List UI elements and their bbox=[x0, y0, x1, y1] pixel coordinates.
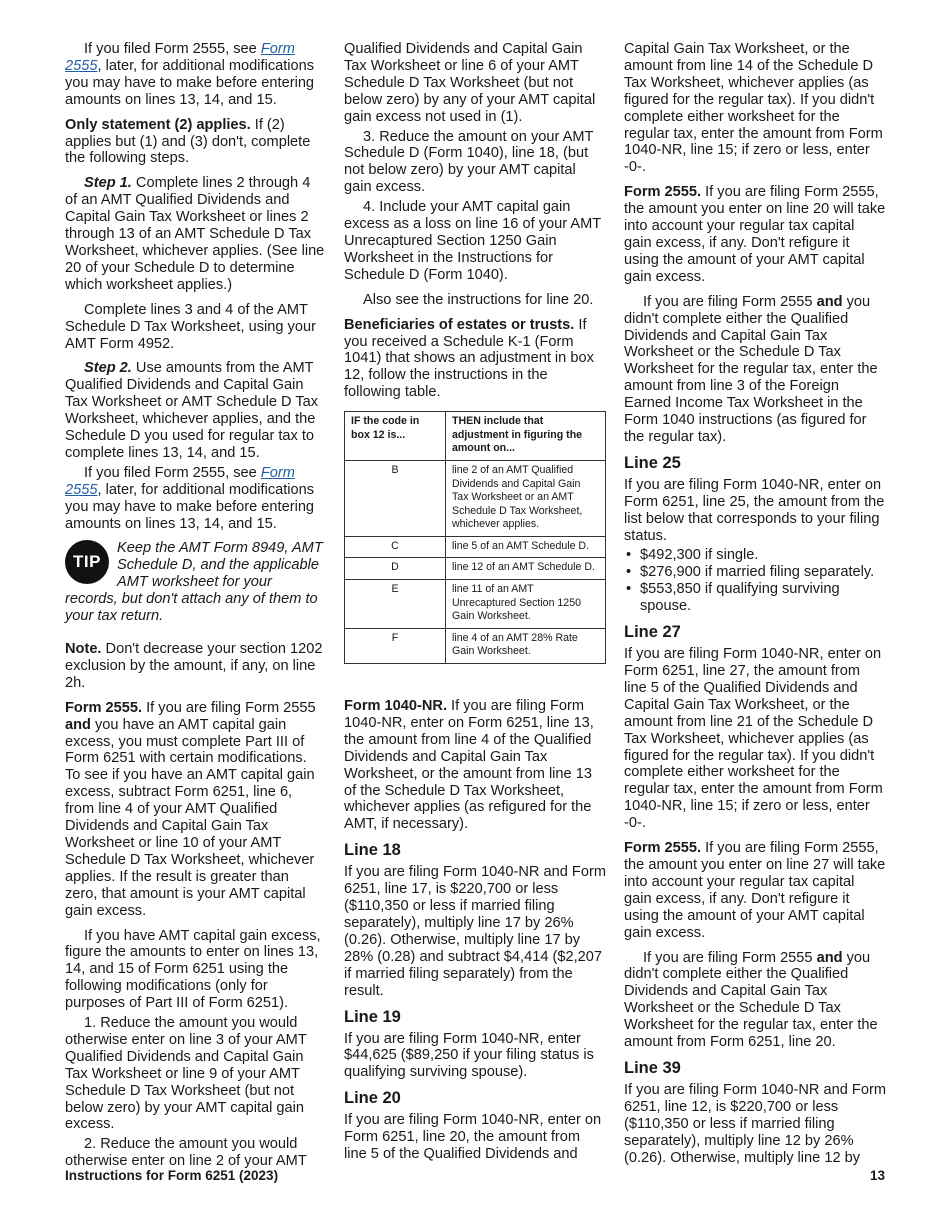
tip-callout bbox=[65, 540, 325, 625]
text-run: Use amounts from the AMT Qualified Dividends and Capital Gain Tax Worksheet or AMT Schedule D Tax Worksheet, whichever applies, and the Schedule D you used for regular tax to complete lines 13, 14, and 15. bbox=[65, 360, 319, 461]
text-run: If you are filing Form 2555, the amount you enter on line 20 will take into account your regular tax capital gain excess, if any. Don't refigure it using the amount of your AMT capital gain excess. bbox=[624, 184, 886, 285]
text-run: If you filed Form 2555, see bbox=[84, 41, 261, 57]
paragraph-line-20: If you are filing Form 1040-NR, enter on Form 6251, line 20, the amount from line 5 of the Qualified Dividends and bbox=[344, 1112, 602, 1163]
list-item-3: 3. Reduce the amount on your AMT Schedule D (Form 1040), line 18, (but not below zero) by your AMT capital gain excess. bbox=[344, 128, 594, 196]
list-item-2: 2. Reduce the amount you would otherwise enter on line 2 of your AMT bbox=[65, 1136, 307, 1170]
text-run: Complete lines 2 through 4 of an AMT Qualified Dividends and Capital Gain Tax Worksheet or lines 2 through 13 of an AMT Schedule D Tax Worksheet, whichever applies. (See line 20 of your Schedule D to determine which worksheet applies.) bbox=[65, 175, 325, 293]
box-12-code-table bbox=[344, 411, 606, 664]
table-cell-text: line 12 of an AMT Schedule D. bbox=[446, 558, 606, 580]
paragraph-form-2555-line27 bbox=[624, 840, 886, 941]
list-item-4: 4. Include your AMT capital gain excess as a loss on line 16 of your AMT Unrecaptured Section 1250 Gain Worksheet in the Instructions for Schedule D (Form 1040). bbox=[344, 199, 601, 283]
table-cell-text: line 5 of an AMT Schedule D. bbox=[446, 536, 606, 558]
runin-heading: Only statement (2) applies. bbox=[65, 116, 251, 133]
footer-title: Instructions for Form 6251 (2023) bbox=[65, 1168, 279, 1183]
paragraph-continued: Qualified Dividends and Capital Gain Tax Worksheet or line 6 of your AMT Schedule D Tax Worksheet (but not below zero) by any of your AMT capital gain excess not used in (1). bbox=[344, 41, 596, 125]
paragraph-form2555-note bbox=[65, 41, 325, 109]
text-run: If you are filing Form 2555, the amount you enter on line 27 will take into account your regular tax capital gain excess, if any. Don't refigure it using the amount of your AMT capital gain excess. bbox=[624, 840, 886, 941]
tip-icon: TIP bbox=[65, 540, 109, 584]
paragraph-line-39: If you are filing Form 1040-NR and Form 6251, line 12, is $220,700 or less ($110,350 or less if married filing separately), multiply line 12 by 26% (0.26). Otherwise, multiply line 12 by bbox=[624, 1081, 886, 1166]
paragraph-statement-2 bbox=[65, 117, 325, 168]
column-right bbox=[624, 41, 886, 1174]
paragraph-step-2 bbox=[65, 360, 325, 461]
table-header-code: IF the code in box 12 is... bbox=[345, 412, 446, 461]
table-row bbox=[345, 580, 606, 629]
paragraph-form-2555-line20-ref bbox=[624, 950, 886, 1051]
table-row bbox=[345, 628, 606, 663]
bold-and: and bbox=[816, 293, 843, 310]
filing-status-list bbox=[624, 547, 886, 615]
text-run: you have an AMT capital gain excess, you must complete Part III of Form 6251 with certain modifications. To see if you have an AMT capital gain excess, subtract Form 6251, line 6, from line 4 of your AMT Qualified Dividends and Capital Gain Tax Worksheet or line 10 of your AMT Schedule D Tax Worksheet, whichever applies. If the result is greater than zero, that amount is your AMT capital gain excess. bbox=[65, 716, 315, 919]
paragraph-form-1040nr bbox=[344, 698, 606, 833]
table-cell-code: D bbox=[345, 558, 446, 580]
list-item: • $276,900 if married filing separately. bbox=[624, 564, 886, 581]
table-cell-code: C bbox=[345, 536, 446, 558]
column-left bbox=[65, 41, 325, 1173]
paragraph-line-27: If you are filing Form 1040-NR, enter on Form 6251, line 27, the amount from line 5 of the Qualified Dividends and Capital Gain Tax Worksheet, or the amount from line 21 of the Schedule D Tax Worksheet, whichever applies (as figured for the regular tax). If you didn't complete either worksheet for the regular tax, enter the amount from Form 1040-NR, line 15; if zero or less, enter -0-. bbox=[624, 646, 883, 832]
form-2555-link[interactable]: Form 2555 bbox=[65, 41, 295, 74]
heading-line-27: Line 27 bbox=[624, 623, 681, 642]
text-run: you didn't complete either the Qualified Dividends and Capital Gain Tax Worksheet or the Schedule D Tax Worksheet for the regular tax, enter the amount from Form 6251, line 20. bbox=[624, 949, 878, 1051]
table-header-row bbox=[345, 412, 606, 461]
paragraph-capital-gain-excess: If you have AMT capital gain excess, figure the amounts to enter on lines 13, 14, and 15 of Form 6251 using the following modifications (only for purposes of Part III of Form 6251). bbox=[65, 927, 321, 1012]
runin-heading: Note. bbox=[65, 641, 102, 657]
table-cell-text: line 11 of an AMT Unrecaptured Section 1250 Gain Worksheet. bbox=[446, 580, 606, 629]
form-2555-link[interactable]: Form 2555 bbox=[65, 464, 295, 498]
runin-heading: Form 2555. bbox=[624, 184, 702, 201]
heading-line-39: Line 39 bbox=[624, 1058, 681, 1077]
text-run: you didn't complete either the Qualified Dividends and Capital Gain Tax Worksheet or the Schedule D Tax Worksheet for the regular tax, enter the amount from line 3 of the Foreign Earned Income Tax Worksheet in the Form 1040 instructions (as figured for the regular tax). bbox=[624, 293, 878, 445]
list-item: • $553,850 if qualifying surviving spouse. bbox=[624, 581, 886, 615]
table-header-then: THEN include that adjustment in figuring the amount on... bbox=[446, 412, 606, 461]
table-cell-code: B bbox=[345, 460, 446, 536]
step-heading: Step 2. bbox=[84, 360, 132, 377]
paragraph-beneficiaries bbox=[344, 317, 606, 402]
runin-heading: Form 1040-NR. bbox=[344, 698, 447, 715]
heading-line-18: Line 18 bbox=[344, 841, 401, 860]
text-run: , later, for additional modifications you may have to make before entering amounts on lines 13, 14, and 15. bbox=[65, 481, 315, 532]
paragraph-complete-lines: Complete lines 3 and 4 of the AMT Schedule D Tax Worksheet, using your AMT Form 4952. bbox=[65, 301, 316, 352]
paragraph-form2555-note-2 bbox=[65, 465, 325, 533]
heading-line-25: Line 25 bbox=[624, 453, 681, 472]
table-cell-text: line 4 of an AMT 28% Rate Gain Worksheet. bbox=[446, 628, 606, 663]
list-item-1: 1. Reduce the amount you would otherwise enter on line 3 of your AMT Qualified Dividends and Capital Gain Tax Worksheet or line 9 of your AMT Schedule D Tax Worksheet (but not below zero) by your AMT capital gain excess. bbox=[65, 1015, 307, 1133]
paragraph-form-2555 bbox=[65, 700, 325, 920]
paragraph-form-2555-line20 bbox=[624, 184, 886, 285]
paragraph-line-25: If you are filing Form 1040-NR, enter on Form 6251, line 25, the amount from the list below that corresponds to your filing status. bbox=[624, 476, 885, 544]
page-number: 13 bbox=[869, 1168, 885, 1183]
paragraph-line-18: If you are filing Form 1040-NR and Form 6251, line 17, is $220,700 or less ($110,350 or less if married filing separately), multiply line 17 by 26% (0.26). Otherwise, multiply line 17 by 28% (0.28) and subtract $4,414 ($2,207 if married filing separately) from the result. bbox=[344, 864, 606, 999]
text-run: , later, for additional modifications you may have to make before entering amounts on lines 13, 14, and 15. bbox=[65, 57, 315, 108]
text-run: If (2) applies but (1) and (3) don't, complete the following steps. bbox=[65, 116, 311, 167]
table-row bbox=[345, 536, 606, 558]
table-cell-code: E bbox=[345, 580, 446, 629]
runin-heading: Beneficiaries of estates or trusts. bbox=[344, 316, 575, 333]
paragraph-note bbox=[65, 641, 325, 692]
table-row bbox=[345, 460, 606, 536]
paragraph-form-2555-foreign bbox=[624, 294, 886, 446]
table-cell-code: F bbox=[345, 628, 446, 663]
list-item: • $492,300 if single. bbox=[624, 547, 886, 564]
bold-and: and bbox=[65, 716, 91, 733]
paragraph-step-1 bbox=[65, 175, 325, 293]
heading-line-20: Line 20 bbox=[344, 1089, 401, 1108]
text-run: If you are filing Form 2555 bbox=[142, 699, 316, 716]
text-run: If you filed Form 2555, see bbox=[84, 464, 261, 481]
table-cell-text: line 2 of an AMT Qualified Dividends and Capital Gain Tax Worksheet or an AMT Schedule D Tax Worksheet, whichever applies. bbox=[446, 460, 606, 536]
runin-heading: Form 2555. bbox=[624, 840, 702, 857]
paragraph-line-19: If you are filing Form 1040-NR, enter $44,625 ($89,250 if your filing status is qualifying surviving spouse). bbox=[344, 1030, 594, 1081]
paragraph-also-see: Also see the instructions for line 20. bbox=[363, 291, 594, 308]
text-run: Don't decrease your section 1202 exclusion by the amount, if any, on line 2h. bbox=[65, 641, 323, 691]
tip-text: Keep the AMT Form 8949, AMT Schedule D, and the applicable AMT worksheet for your records, but don't attach any of them to your tax return. bbox=[65, 540, 323, 625]
runin-heading: Form 2555. bbox=[65, 699, 143, 716]
text-run: If you are filing Form 1040-NR, enter on Form 6251, line 13, the amount from line 4 of the Qualified Dividends and Capital Gain Tax Worksheet, or the amount from line 13 of the Schedule D Tax Worksheet, whichever applies (as refigured for the AMT, if necessary). bbox=[344, 698, 594, 833]
column-middle bbox=[344, 41, 606, 1171]
step-heading: Step 1. bbox=[84, 175, 132, 192]
heading-line-19: Line 19 bbox=[344, 1007, 401, 1026]
text-run: If you are filing Form 2555 bbox=[643, 949, 817, 966]
text-run: If you received a Schedule K-1 (Form 1041) that shows an adjustment in box 12, follow the instructions in the following table. bbox=[344, 316, 594, 401]
paragraph-continued: Capital Gain Tax Worksheet, or the amount from line 14 of the Schedule D Tax Worksheet, whichever applies (as figured for the regular tax). If you didn't complete either worksheet for the regular tax, enter the amount from Form 1040-NR, line 15; if zero or less, enter -0-. bbox=[624, 41, 883, 176]
text-run: If you are filing Form 2555 bbox=[643, 293, 817, 310]
table-row bbox=[345, 558, 606, 580]
bold-and: and bbox=[816, 949, 843, 966]
